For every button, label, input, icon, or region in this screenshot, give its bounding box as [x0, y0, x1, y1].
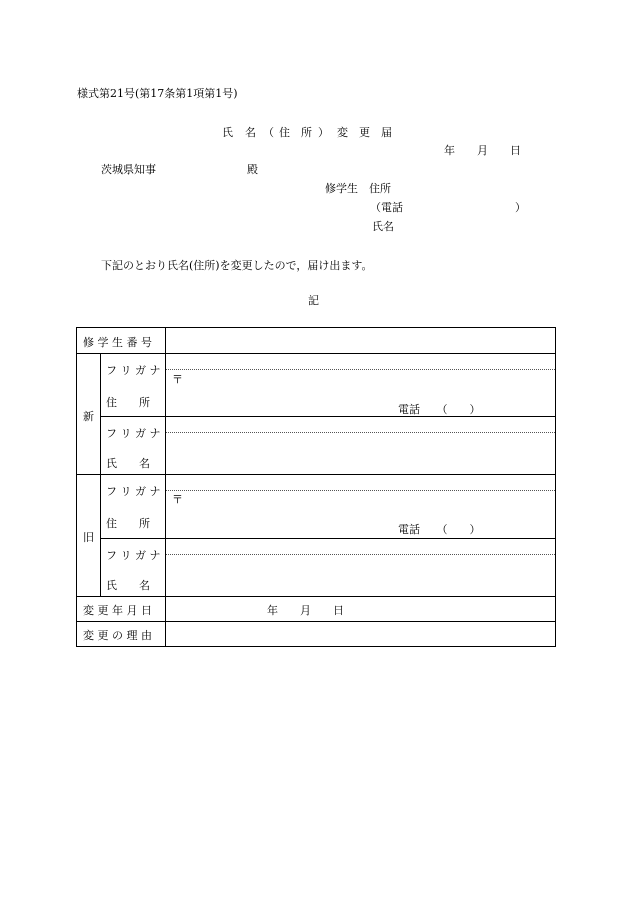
name-label: 氏 名 — [106, 579, 150, 592]
student-number-label: 修 学 生 番 号 — [83, 336, 152, 349]
title-char: 所 — [301, 126, 312, 139]
change-reason-label: 変 更 の 理 由 — [83, 629, 152, 642]
furigana-line — [166, 554, 555, 555]
furigana-line — [166, 369, 555, 370]
address-label: 住 所 — [106, 396, 150, 409]
title-char: 名 — [245, 126, 256, 139]
title-char: 更 — [359, 126, 370, 139]
row-divider — [77, 621, 555, 622]
row-divider — [100, 538, 555, 539]
name-label: 氏 名 — [106, 457, 150, 470]
title-char: 氏 — [222, 126, 233, 139]
change-date-label: 変 更 年 月 日 — [83, 604, 152, 617]
furigana-label: フ リ ガ ナ — [106, 485, 161, 498]
row-divider — [77, 474, 555, 475]
postal-mark: 〒 — [172, 373, 183, 386]
row-divider — [77, 596, 555, 597]
title-char: （ — [263, 126, 274, 139]
applicant-name-label: 氏名 — [372, 220, 394, 233]
new-section-label: 新 — [83, 410, 94, 423]
title-char: ） — [318, 126, 329, 139]
phone-label: 電話 （ ） — [398, 403, 481, 416]
ki-label: 記 — [308, 294, 319, 307]
furigana-label: フ リ ガ ナ — [106, 549, 161, 562]
change-date-value: 年 月 日 — [267, 604, 344, 617]
row-divider — [77, 353, 555, 354]
addressee: 茨城県知事 — [101, 163, 156, 176]
column-divider — [100, 353, 101, 596]
submission-date: 年 月 日 — [444, 144, 521, 157]
title-char: 届 — [381, 126, 392, 139]
phone-open: （電話 — [370, 201, 403, 214]
old-section-label: 旧 — [83, 531, 94, 544]
body-text: 下記のとおり氏名(住所)を変更したので，届け出ます。 — [101, 259, 373, 272]
furigana-label: フ リ ガ ナ — [106, 364, 161, 377]
column-divider — [165, 328, 166, 646]
honorific: 殿 — [247, 163, 258, 176]
furigana-label: フ リ ガ ナ — [106, 427, 161, 440]
furigana-line — [166, 432, 555, 433]
applicant-address-label: 修学生 住所 — [325, 182, 391, 195]
title-char: 住 — [279, 126, 290, 139]
form-number: 様式第21号(第17条第1項第1号) — [77, 87, 238, 100]
address-label: 住 所 — [106, 517, 150, 530]
phone-label: 電話 （ ） — [398, 523, 481, 536]
row-divider — [100, 416, 555, 417]
postal-mark: 〒 — [172, 493, 183, 506]
record-table — [76, 327, 556, 647]
title-char: 変 — [337, 126, 348, 139]
phone-close: ） — [515, 201, 526, 214]
furigana-line — [166, 490, 555, 491]
applicant-phone-label — [370, 199, 526, 215]
